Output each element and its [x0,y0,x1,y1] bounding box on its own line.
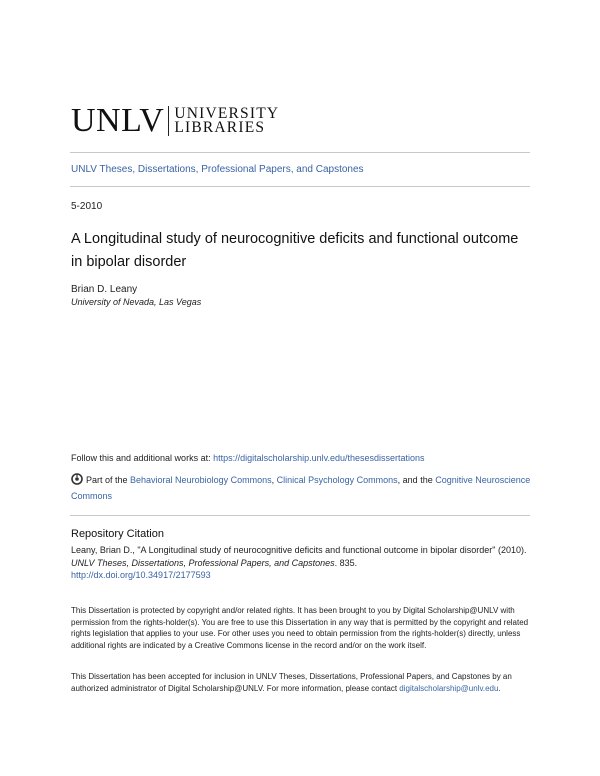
unlv-libraries-logo[interactable] [71,104,279,138]
citation-series: UNLV Theses, Dissertations, Professional Papers, and Capstones [71,557,335,568]
logo-divider [168,106,169,136]
collection-url-link[interactable]: https://digitalscholarship.unlv.edu/thesesdissertations [213,453,425,463]
inclusion-paragraph [71,671,536,694]
logo-wordmark [174,107,279,135]
doi-link[interactable]: http://dx.doi.org/10.34917/2177593 [71,570,211,580]
contact-email-link[interactable]: digitalscholarship@unlv.edu [399,683,499,693]
series-link[interactable]: UNLV Theses, Dissertations, Professional Papers, and Capstones [71,164,364,175]
clinical-psychology-link[interactable]: Clinical Psychology Commons [276,475,398,485]
citation-text-main: Leany, Brian D., "A Longitudinal study of neurocognitive deficits and functional outcome in bipolar disorder" (2010). [71,545,527,555]
divider-top [70,152,530,153]
logo-line-university: UNIVERSITY [174,105,280,122]
author-name: Brian D. Leany [71,284,138,295]
behavioral-neurobiology-link[interactable]: Behavioral Neurobiology Commons [130,475,272,485]
part-of-prefix: Part of the [86,475,131,485]
follow-prefix: Follow this and additional works at: [71,453,214,463]
document-title: A Longitudinal study of neurocognitive deficits and functional outcome in bipolar disorder [71,231,519,270]
citation-heading: Repository Citation [71,528,164,540]
logo-line-libraries: LIBRARIES [174,119,266,136]
follow-line [71,453,425,463]
divider-citation [70,515,530,516]
citation-number: . 835. [334,557,358,568]
cognitive-neuroscience-link[interactable]: Cognitive Neuroscience Commons [71,475,531,501]
author-affiliation: University of Nevada, Las Vegas [71,297,202,307]
inclusion-text: This Dissertation has been accepted for inclusion in UNLV Theses, Dissertations, Professional Papers, and Capstones by an authorized administrator of Digital Scholarship@UNLV. For more information, please contact [71,672,512,693]
rights-paragraph: This Dissertation is protected by copyright and/or related rights. It has been brought to you by Digital Scholarship@UNLV with permission from the rights-holder(s). You are free to use this Dissertation in any way that is permitted by the copyright and related rights legislation that applies to your use. For other uses you need to obtain permission from the rights-holder(s) directly, unless additional rights are indicated by a Creative Commons license in the record and/or on the work itself. [71,606,529,650]
inclusion-end: . [498,683,501,693]
part-of-sep2: , and the [397,475,436,485]
part-of-commons [71,472,531,504]
divider-series [70,186,530,187]
publication-date: 5-2010 [71,201,103,212]
part-of-sep1: , [271,475,277,485]
citation-text [71,544,536,582]
commons-network-icon [71,473,83,485]
logo-mark: UNLV [71,102,165,139]
